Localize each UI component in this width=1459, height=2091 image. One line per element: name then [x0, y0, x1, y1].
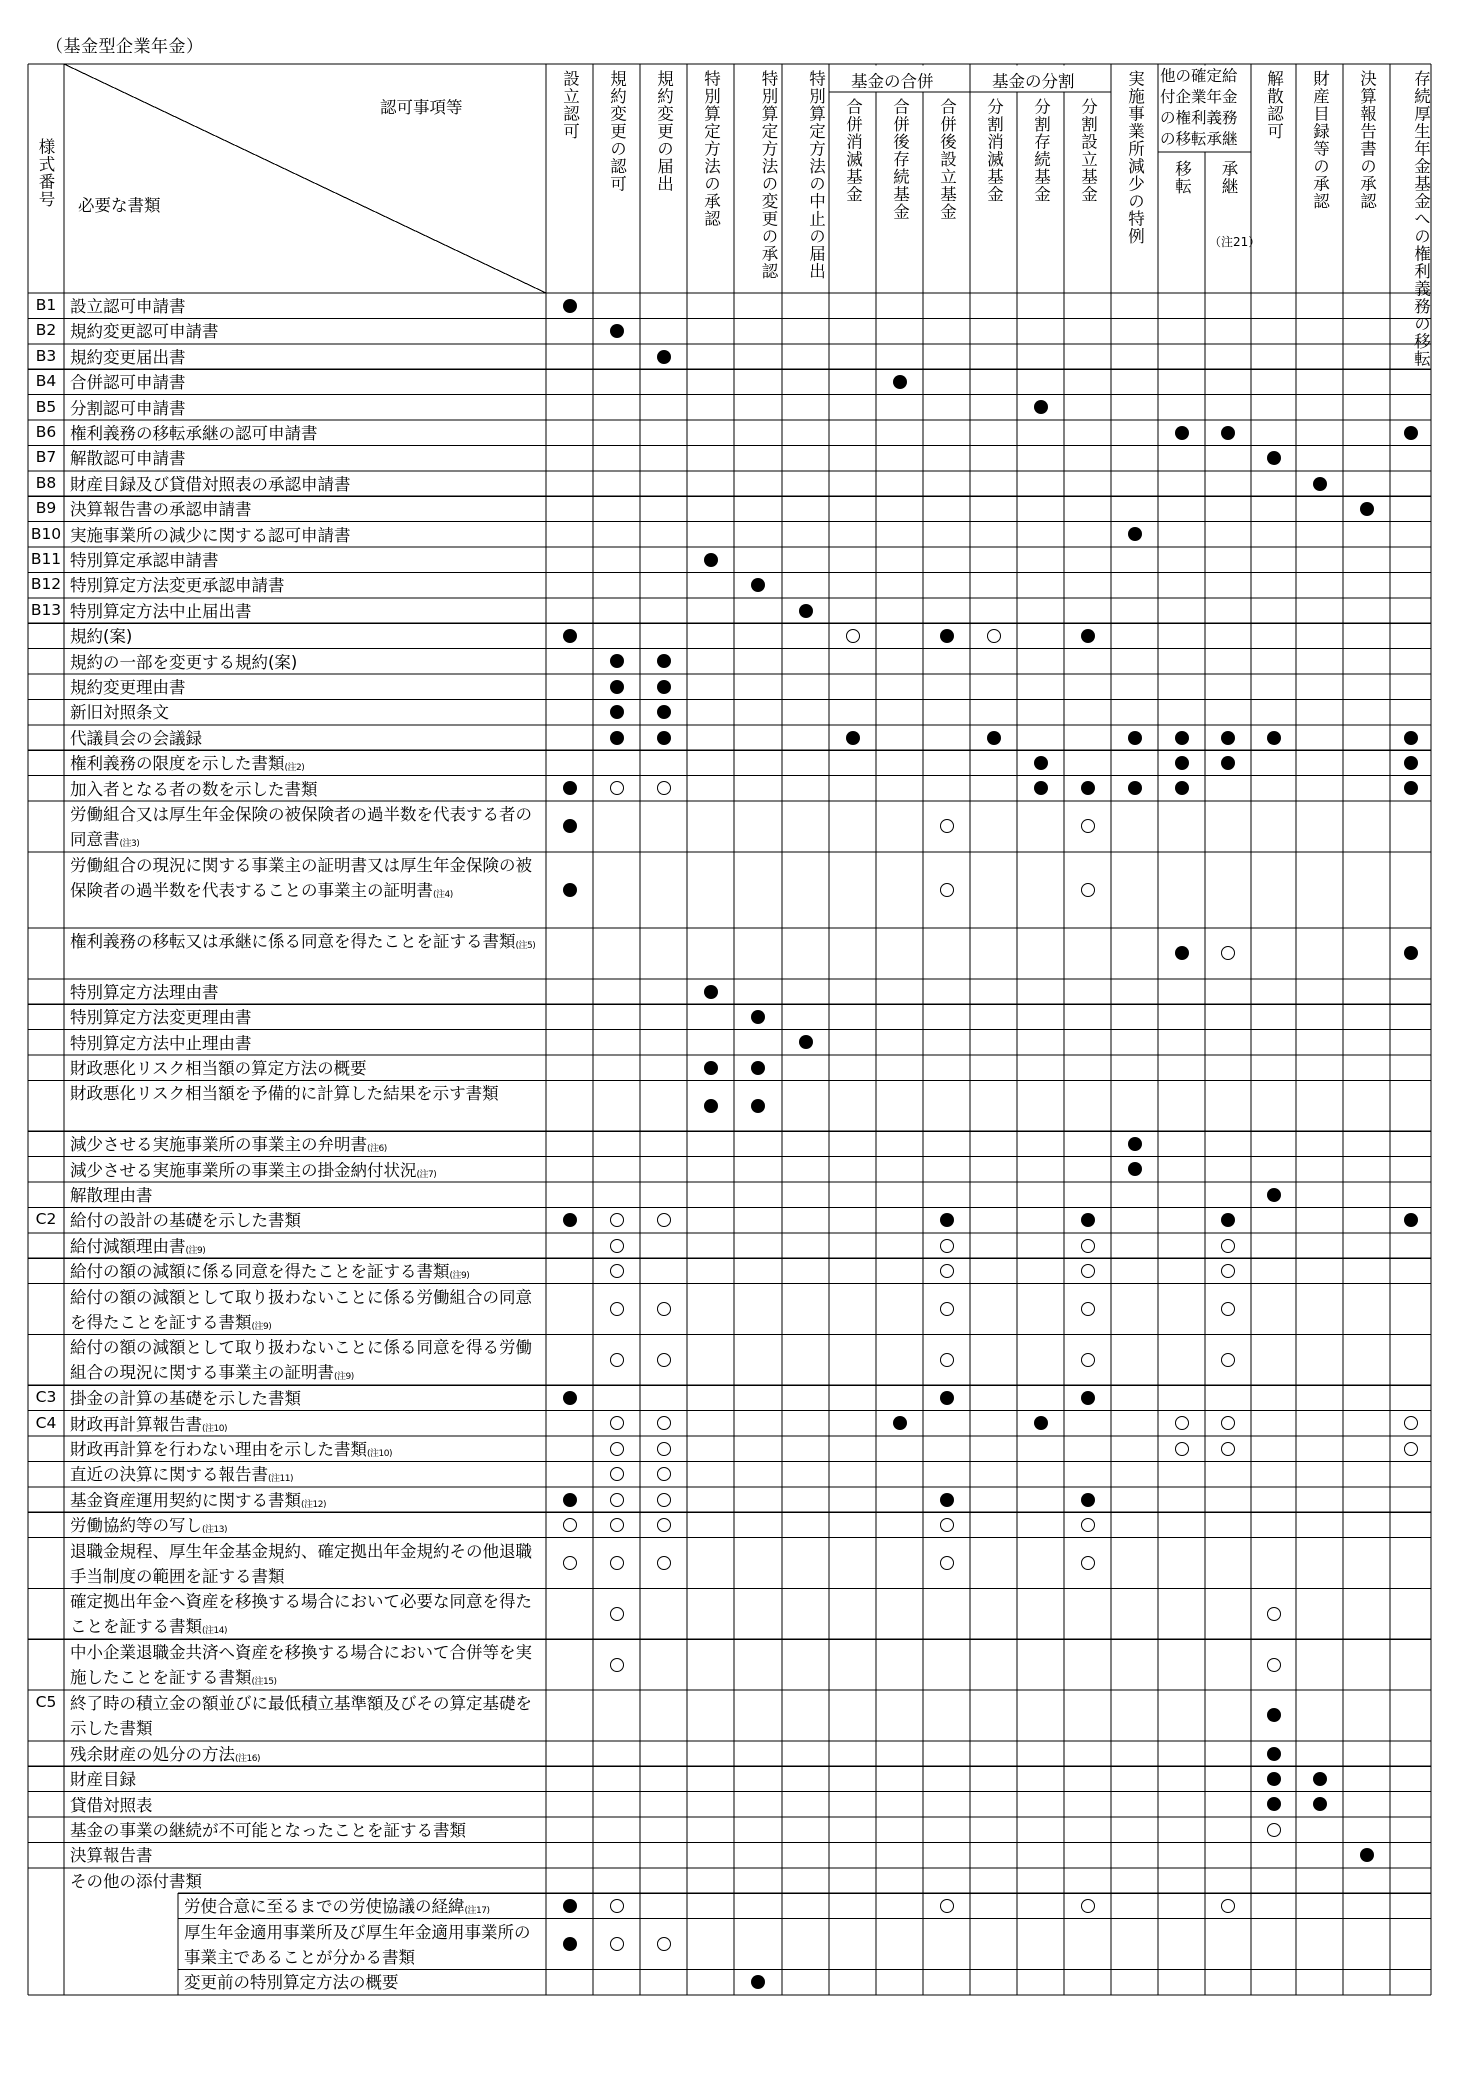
required-mark	[657, 731, 671, 745]
conditional-mark	[610, 1213, 624, 1227]
column-header-7: 合併後存続基金	[890, 98, 910, 221]
footnote-ref: (注5)	[515, 941, 536, 951]
document-label: 財政悪化リスク相当額の算定方法の概要	[70, 1059, 367, 1078]
document-label: 規約変更認可申請書	[70, 322, 219, 342]
required-mark	[940, 1493, 954, 1507]
conditional-mark	[657, 1213, 671, 1227]
document-label: 残余財産の処分の方法(注16)	[70, 1744, 260, 1764]
conditional-mark	[940, 819, 954, 833]
conditional-mark	[610, 1899, 624, 1913]
required-mark	[1267, 1772, 1281, 1786]
footnote-ref: (注12)	[301, 1499, 326, 1510]
required-mark	[1267, 1797, 1281, 1811]
conditional-mark	[940, 1556, 954, 1570]
document-label: 労働組合又は厚生年金保険の被保険者の過半数を代表する者の同意書(注3)	[70, 805, 532, 849]
column-header-9: 分割消滅基金	[984, 98, 1004, 203]
required-mark	[563, 1937, 577, 1951]
footnote-ref: (注17)	[464, 1906, 490, 1917]
column-header-13: 移転	[1172, 160, 1192, 195]
conditional-mark	[1175, 1416, 1189, 1430]
required-mark	[1221, 1213, 1235, 1227]
required-mark	[799, 604, 813, 618]
conditional-mark	[563, 1556, 577, 1570]
column-header-16: 財産目録等の承認	[1310, 70, 1330, 210]
conditional-mark	[987, 629, 1001, 643]
column-header-11: 分割設立基金	[1078, 98, 1098, 203]
conditional-mark	[657, 1353, 671, 1367]
required-mark	[751, 1061, 765, 1075]
required-mark	[610, 705, 624, 719]
document-label: 権利義務の移転承継の認可申請書	[70, 424, 318, 443]
required-mark	[610, 324, 624, 338]
footnote-ref: (注4)	[433, 889, 453, 900]
required-mark	[893, 1416, 907, 1430]
required-mark	[940, 629, 954, 643]
document-label: 解散理由書	[70, 1186, 153, 1205]
document-label: 財政悪化リスク相当額を予備的に計算した結果を示す書類	[70, 1084, 499, 1104]
required-mark	[1313, 477, 1327, 491]
document-label: 確定拠出年金へ資産を移換する場合において必要な同意を得たことを証する書類(注14)	[70, 1592, 532, 1637]
footnote-ref: (注9)	[334, 1372, 354, 1383]
footnote-ref: (注9)	[251, 1321, 272, 1332]
required-mark	[1267, 1747, 1281, 1761]
required-mark	[751, 578, 765, 592]
conditional-mark	[846, 629, 860, 643]
column-header-5: 特別算定方法の中止の届出	[806, 70, 826, 280]
required-mark	[563, 299, 577, 313]
required-mark	[657, 350, 671, 364]
document-label: 給付減額理由書(注9)	[70, 1236, 206, 1256]
required-mark	[1360, 502, 1374, 516]
required-mark	[657, 705, 671, 719]
document-label: 基金資産運用契約に関する書類(注12)	[70, 1490, 326, 1510]
group-merge-title: 基金の合併	[851, 72, 934, 91]
required-mark	[1313, 1772, 1327, 1786]
conditional-mark	[657, 781, 671, 795]
required-mark	[704, 985, 718, 999]
document-label: 労働組合の現況に関する事業主の証明書又は厚生年金保険の被保険者の過半数を代表することの事業主の証明書(注4)	[70, 855, 532, 900]
required-mark	[1267, 1188, 1281, 1202]
required-mark	[1360, 1848, 1374, 1862]
document-label: 労働協約等の写し(注13)	[70, 1516, 227, 1536]
column-header-12: 実施事業所減少の特例	[1125, 70, 1145, 245]
form-number: B6	[35, 423, 57, 441]
footnote-ref: (注14)	[202, 1626, 227, 1637]
conditional-mark	[1267, 1658, 1281, 1672]
document-label: 設立認可申請書	[70, 297, 186, 316]
document-label: 特別算定方法中止届出書	[70, 601, 252, 621]
conditional-mark	[1221, 1264, 1235, 1278]
required-mark	[1128, 1137, 1142, 1151]
sub-document-label: 労使合意に至るまでの労使協議の経緯(注17)	[184, 1897, 490, 1917]
conditional-mark	[1221, 1239, 1235, 1253]
form-number: C2	[35, 1210, 57, 1229]
conditional-mark	[940, 1302, 954, 1316]
conditional-mark	[610, 781, 624, 795]
footnote-ref: (注2)	[284, 763, 305, 774]
group-transfer-title: 他の確定給付企業年金の権利義務の移転承継	[1160, 67, 1238, 148]
footnote-ref: (注13)	[202, 1525, 227, 1536]
conditional-mark	[610, 1239, 624, 1253]
footnote-ref: (注7)	[416, 1169, 437, 1180]
header-auth-items: 認可事項等	[380, 98, 463, 117]
required-mark	[846, 731, 860, 745]
footnote-ref: (注10)	[202, 1423, 227, 1434]
required-mark	[940, 1391, 954, 1405]
document-label: 貸借対照表	[70, 1795, 153, 1815]
conditional-mark	[610, 1442, 624, 1456]
conditional-mark	[657, 1416, 671, 1430]
required-mark	[563, 1391, 577, 1405]
document-label: 特別算定方法中止理由書	[70, 1033, 252, 1053]
column-header-17: 決算報告書の承認	[1357, 70, 1377, 210]
conditional-mark	[940, 1264, 954, 1278]
document-label: 終了時の積立金の額並びに最低積立基準額及びその算定基礎を示した書類	[70, 1694, 532, 1738]
group-split-title: 基金の分割	[992, 72, 1075, 91]
required-mark	[1313, 1797, 1327, 1811]
document-label: 実施事業所の減少に関する認可申請書	[70, 525, 351, 545]
document-label: 決算報告書	[70, 1846, 153, 1866]
required-mark	[1128, 527, 1142, 541]
conditional-mark	[610, 1658, 624, 1672]
sub-document-label: 厚生年金適用事業所及び厚生年金適用事業所の事業主であることが分かる書類	[184, 1922, 531, 1967]
required-mark	[799, 1035, 813, 1049]
conditional-mark	[657, 1937, 671, 1951]
column-header-2: 規約変更の届出	[654, 70, 674, 193]
form-number: B8	[35, 473, 57, 492]
required-mark	[1267, 731, 1281, 745]
document-label: 合併認可申請書	[70, 373, 186, 393]
required-mark	[1081, 1391, 1095, 1405]
conditional-mark	[610, 1264, 624, 1278]
document-label: 特別算定方法変更承認申請書	[70, 576, 285, 596]
column-header-10: 分割存続基金	[1031, 98, 1051, 203]
required-mark	[1081, 781, 1095, 795]
document-label: 退職金規程、厚生年金基金規約、確定拠出年金規約その他退職手当制度の範囲を証する書類	[70, 1541, 532, 1586]
column-header-3: 特別算定方法の承認	[701, 70, 721, 228]
document-label: 財政再計算報告書(注10)	[70, 1414, 227, 1434]
required-mark	[1081, 1213, 1095, 1227]
form-number: C5	[35, 1693, 57, 1711]
required-mark	[563, 629, 577, 643]
required-mark	[1034, 400, 1048, 414]
required-mark	[610, 680, 624, 694]
form-number: B11	[30, 550, 62, 568]
required-mark	[563, 819, 577, 833]
column-header-14: 承継	[1219, 160, 1238, 195]
form-number: B12	[30, 575, 62, 594]
document-label: 財産目録	[70, 1770, 136, 1790]
form-number: B2	[35, 321, 57, 340]
footnote-ref: (注9)	[449, 1271, 470, 1282]
conditional-mark	[610, 1416, 624, 1430]
required-mark	[1175, 426, 1189, 440]
required-mark	[563, 781, 577, 795]
required-mark	[1128, 781, 1142, 795]
document-label: 規約変更理由書	[70, 678, 186, 697]
conditional-mark	[1081, 819, 1095, 833]
required-mark	[1404, 781, 1418, 795]
conditional-mark	[1081, 1899, 1095, 1913]
form-number: B13	[30, 600, 62, 619]
column-header-8: 合併後設立基金	[937, 98, 957, 221]
required-mark	[751, 1099, 765, 1113]
conditional-mark	[1081, 1239, 1095, 1253]
required-mark	[1221, 756, 1235, 770]
conditional-mark	[1081, 1302, 1095, 1316]
document-label: 給付の額の減額に係る同意を得たことを証する書類(注9)	[70, 1262, 470, 1282]
document-label: 分割認可申請書	[70, 398, 186, 418]
conditional-mark	[563, 1518, 577, 1532]
form-number: B4	[35, 372, 57, 391]
form-number: C3	[35, 1388, 57, 1407]
form-number: B10	[30, 524, 62, 543]
conditional-mark	[610, 1518, 624, 1532]
document-label: 中小企業退職金共済へ資産を移換する場合において合併等を実施したことを証する書類(注15)	[70, 1643, 532, 1688]
header-required-docs: 必要な書類	[78, 196, 161, 215]
footnote-ref: (注16)	[235, 1753, 260, 1764]
required-mark	[1267, 1708, 1281, 1722]
footnote-ref: (注6)	[367, 1144, 387, 1155]
document-label: 決算報告書の承認申請書	[70, 500, 252, 520]
note-21: （注21）	[1209, 235, 1261, 249]
required-mark	[1175, 731, 1189, 745]
document-label: 代議員会の会議録	[70, 728, 202, 748]
conditional-mark	[1404, 1416, 1418, 1430]
conditional-mark	[1081, 1556, 1095, 1570]
conditional-mark	[1175, 1442, 1189, 1456]
required-mark	[1128, 731, 1142, 745]
required-mark	[563, 1899, 577, 1913]
column-header-1: 規約変更の認可	[607, 70, 627, 193]
document-label: 解散認可申請書	[70, 449, 186, 469]
form-number: B5	[35, 397, 57, 416]
conditional-mark	[1081, 1518, 1095, 1532]
document-label: 規約の一部を変更する規約(案)	[70, 652, 298, 672]
required-mark	[657, 654, 671, 668]
conditional-mark	[657, 1518, 671, 1532]
required-mark	[1404, 731, 1418, 745]
sub-document-label: 変更前の特別算定方法の概要	[184, 1973, 399, 1993]
conditional-mark	[1404, 1442, 1418, 1456]
document-label: 財政再計算を行わない理由を示した書類(注10)	[70, 1440, 392, 1459]
document-label: その他の添付書類	[70, 1871, 202, 1891]
required-mark	[1034, 781, 1048, 795]
document-label: 新旧対照条文	[70, 703, 169, 723]
conditional-mark	[657, 1302, 671, 1316]
footnote-ref: (注15)	[251, 1677, 277, 1688]
required-mark	[1034, 756, 1048, 770]
header-form-number: 様式番号	[36, 138, 55, 208]
document-label: 規約変更届出書	[70, 347, 186, 367]
required-mark	[704, 1099, 718, 1113]
column-header-15: 解散認可	[1264, 70, 1284, 140]
document-label: 権利義務の限度を示した書類(注2)	[70, 754, 305, 774]
column-header-4: 特別算定方法の変更の承認	[759, 70, 778, 280]
document-label: 基金の事業の継続が不可能となったことを証する書類	[70, 1821, 466, 1840]
required-mark	[563, 1493, 577, 1507]
conditional-mark	[1221, 1442, 1235, 1456]
required-mark	[1221, 426, 1235, 440]
document-label: 減少させる実施事業所の事業主の弁明書(注6)	[70, 1135, 387, 1155]
form-number: C4	[35, 1413, 57, 1432]
required-mark	[1175, 756, 1189, 770]
conditional-mark	[1081, 883, 1095, 897]
required-mark	[704, 1061, 718, 1075]
conditional-mark	[1221, 1353, 1235, 1367]
required-mark	[1034, 1416, 1048, 1430]
conditional-mark	[657, 1556, 671, 1570]
conditional-mark	[657, 1493, 671, 1507]
form-number: B3	[35, 346, 57, 365]
required-mark	[893, 375, 907, 389]
conditional-mark	[610, 1937, 624, 1951]
column-header-18: 存続厚生年金基金への権利義務の移転	[1411, 70, 1431, 368]
required-mark	[940, 1213, 954, 1227]
footnote-ref: (注10)	[367, 1449, 392, 1459]
conditional-mark	[610, 1607, 624, 1621]
conditional-mark	[1221, 1899, 1235, 1913]
conditional-mark	[610, 1493, 624, 1507]
document-label: 特別算定方法変更理由書	[70, 1008, 252, 1028]
form-number: B9	[35, 499, 57, 518]
conditional-mark	[657, 1467, 671, 1481]
conditional-mark	[1081, 1353, 1095, 1367]
required-mark	[1175, 781, 1189, 795]
document-label: 権利義務の移転又は承継に係る同意を得たことを証する書類(注5)	[70, 932, 536, 951]
document-label: 掛金の計算の基礎を示した書類	[70, 1389, 301, 1409]
required-mark	[610, 731, 624, 745]
required-mark	[1221, 731, 1235, 745]
document-label: 加入者となる者の数を示した書類	[70, 779, 318, 799]
form-number: B1	[35, 296, 57, 314]
required-mark	[1081, 1493, 1095, 1507]
required-mark	[987, 731, 1001, 745]
conditional-mark	[940, 1518, 954, 1532]
conditional-mark	[1267, 1823, 1281, 1837]
required-mark	[1175, 946, 1189, 960]
conditional-mark	[940, 1899, 954, 1913]
column-header-0: 設立認可	[560, 70, 580, 140]
document-label: 減少させる実施事業所の事業主の掛金納付状況(注7)	[70, 1160, 437, 1180]
form-number: B7	[35, 448, 57, 467]
required-mark	[563, 883, 577, 897]
required-mark	[610, 654, 624, 668]
required-mark	[657, 680, 671, 694]
document-label: 財産目録及び貸借対照表の承認申請書	[70, 474, 351, 494]
conditional-mark	[610, 1353, 624, 1367]
conditional-mark	[940, 883, 954, 897]
conditional-mark	[610, 1302, 624, 1316]
page-title: （基金型企業年金）	[46, 37, 204, 57]
required-mark	[1128, 1162, 1142, 1176]
conditional-mark	[1267, 1607, 1281, 1621]
required-mark	[751, 1010, 765, 1024]
conditional-mark	[1081, 1264, 1095, 1278]
conditional-mark	[1221, 1302, 1235, 1316]
required-mark	[1404, 426, 1418, 440]
document-label: 規約(案)	[70, 627, 133, 647]
conditional-mark	[657, 1442, 671, 1456]
required-mark	[704, 553, 718, 567]
required-mark	[1081, 629, 1095, 643]
required-mark	[1404, 1213, 1418, 1227]
required-mark	[1404, 756, 1418, 770]
column-header-6: 合併消滅基金	[843, 98, 863, 203]
footnote-ref: (注11)	[268, 1474, 293, 1485]
footnote-ref: (注9)	[185, 1245, 206, 1256]
required-mark	[1404, 946, 1418, 960]
document-label: 特別算定方法理由書	[70, 982, 219, 1002]
footnote-ref: (注3)	[119, 839, 140, 849]
document-label: 給付の設計の基礎を示した書類	[70, 1211, 301, 1231]
document-label: 給付の額の減額として取り扱わないことに係る労働組合の同意を得たことを証する書類(注9)	[70, 1287, 532, 1332]
document-label: 直近の決算に関する報告書(注11)	[70, 1465, 293, 1485]
document-label: 特別算定承認申請書	[70, 551, 219, 570]
required-mark	[563, 1213, 577, 1227]
conditional-mark	[940, 1353, 954, 1367]
required-mark	[751, 1975, 765, 1989]
conditional-mark	[610, 1467, 624, 1481]
required-mark	[1267, 451, 1281, 465]
conditional-mark	[940, 1239, 954, 1253]
conditional-mark	[610, 1556, 624, 1570]
document-label: 給付の額の減額として取り扱わないことに係る同意を得る労働組合の現況に関する事業主の証明書(注9)	[70, 1338, 532, 1383]
